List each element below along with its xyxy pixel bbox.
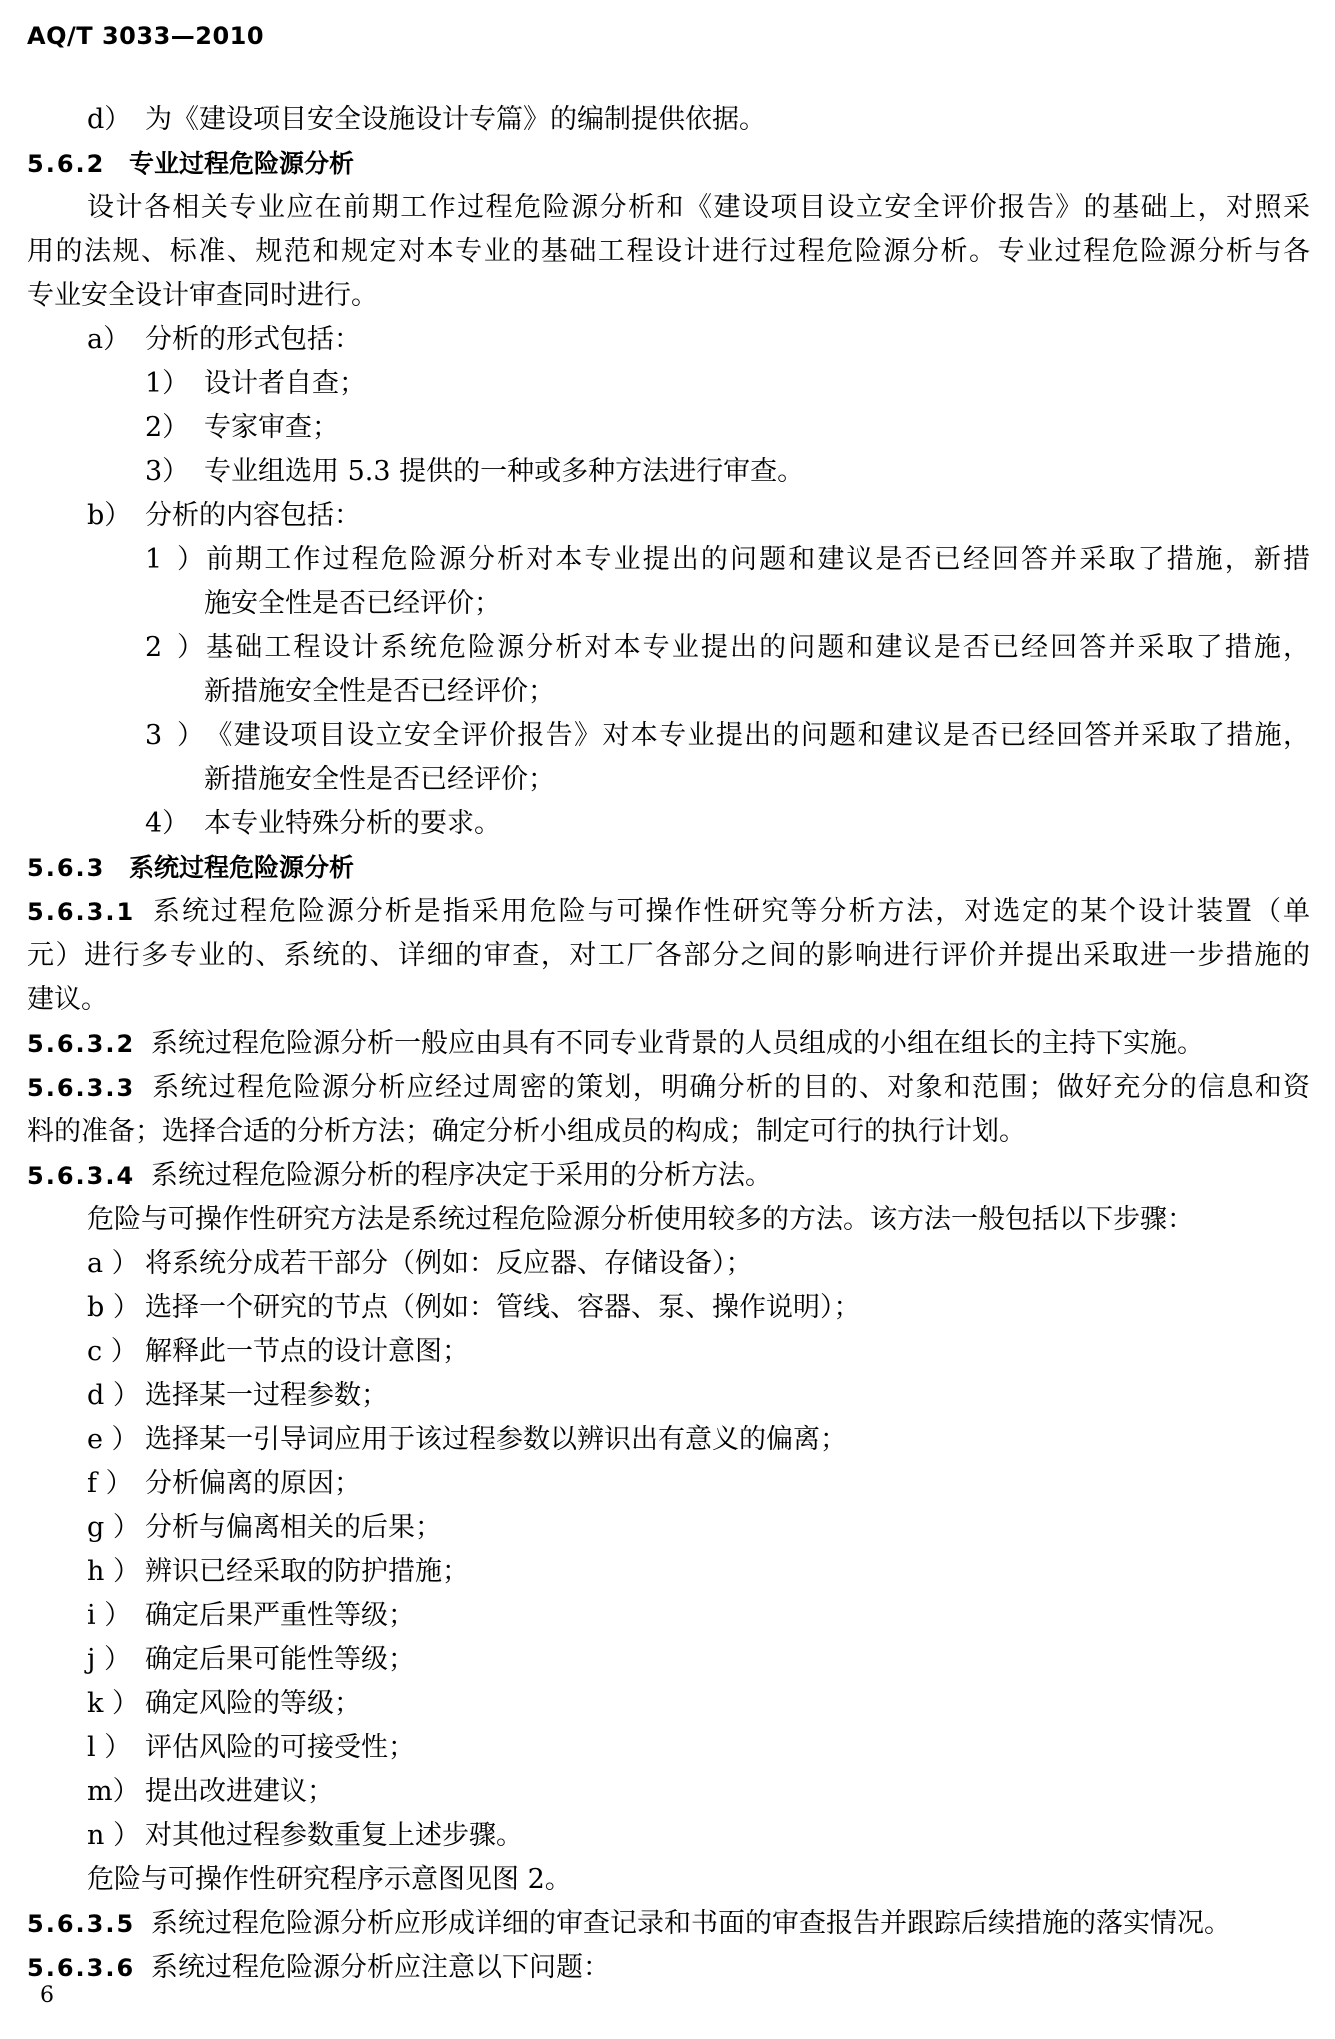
list-item xyxy=(27,1726,1310,1770)
line-text: 分析的形式包括： xyxy=(145,324,361,355)
line-text: 建议。 xyxy=(27,984,108,1015)
list-item xyxy=(27,318,1310,362)
line-text: 设计者自查； xyxy=(204,368,366,399)
section-number: 5.6.3 xyxy=(27,854,106,882)
line-text: 选择一个研究的节点（例如：管线、容器、泵、操作说明）； xyxy=(145,1292,861,1323)
section-title: 系统过程危险源分析应注意以下问题： xyxy=(151,1952,610,1983)
list-item xyxy=(27,1374,1310,1418)
list-item xyxy=(27,1814,1310,1858)
page-number: 6 xyxy=(40,1983,54,2008)
section-title: 系统过程危险源分析一般应由具有不同专业背景的人员组成的小组在组长的主持下实施。 xyxy=(151,1028,1204,1059)
line-text: 分析偏离的原因； xyxy=(145,1468,361,1499)
section-heading-line xyxy=(27,1946,1310,1990)
list-item xyxy=(27,1682,1310,1726)
section-heading-line xyxy=(27,1902,1310,1946)
list-marker: b ） xyxy=(87,1292,140,1323)
list-item xyxy=(27,98,1310,142)
line-text: 施安全性是否已经评价； xyxy=(204,588,501,619)
line-text: 前期工作过程危险源分析对本专业提出的问题和建议是否已经回答并采取了措施，新措 xyxy=(204,544,1310,575)
list-marker: 3） xyxy=(145,456,190,487)
section-number: 5.6.3.1 xyxy=(27,898,136,926)
list-marker: 1） xyxy=(145,368,190,399)
section-heading-line xyxy=(27,846,1310,890)
line-text: 危险与可操作性研究程序示意图见图 2。 xyxy=(87,1864,572,1895)
list-item xyxy=(27,1594,1310,1638)
section-heading-line xyxy=(27,1022,1310,1066)
paragraph-line xyxy=(27,274,1310,318)
line-text: 用的法规、标准、规范和规定对本专业的基础工程设计进行过程危险源分析。专业过程危险源分析与各 xyxy=(27,236,1310,267)
paragraph-line xyxy=(27,582,1310,626)
line-text: 基础工程设计系统危险源分析对本专业提出的问题和建议是否已经回答并采取了措施， xyxy=(204,632,1310,663)
list-marker: m） xyxy=(87,1776,140,1807)
paragraph-line xyxy=(27,670,1310,714)
section-number: 5.6.3.6 xyxy=(27,1954,136,1982)
paragraph-line xyxy=(27,934,1310,978)
list-marker: a） xyxy=(87,324,131,355)
line-text: 辨识已经采取的防护措施； xyxy=(145,1556,469,1587)
line-text: 解释此一节点的设计意图； xyxy=(145,1336,469,1367)
line-text: 专家审查； xyxy=(204,412,339,443)
line-text: 新措施安全性是否已经评价； xyxy=(204,676,555,707)
paragraph-line xyxy=(27,186,1310,230)
list-marker: g ） xyxy=(87,1512,140,1543)
list-marker: h ） xyxy=(87,1556,140,1587)
list-item xyxy=(27,1286,1310,1330)
line-text: 危险与可操作性研究方法是系统过程危险源分析使用较多的方法。该方法一般包括以下步骤： xyxy=(87,1204,1194,1235)
list-item xyxy=(27,1462,1310,1506)
line-text: 对其他过程参数重复上述步骤。 xyxy=(145,1820,523,1851)
section-number: 5.6.2 xyxy=(27,150,106,178)
list-item xyxy=(27,1418,1310,1462)
paragraph-line xyxy=(27,758,1310,802)
list-marker: 2） xyxy=(145,412,190,443)
section-heading-line xyxy=(27,1154,1310,1198)
line-text: 评估风险的可接受性； xyxy=(145,1732,415,1763)
line-text: 新措施安全性是否已经评价； xyxy=(204,764,555,795)
list-item xyxy=(27,406,1310,450)
section-title: 系统过程危险源分析应形成详细的审查记录和书面的审查报告并跟踪后续措施的落实情况。 xyxy=(151,1908,1231,1939)
line-text: 料的准备；选择合适的分析方法；确定分析小组成员的构成；制定可行的执行计划。 xyxy=(27,1116,1026,1147)
list-marker: i ） xyxy=(87,1600,132,1631)
list-marker: n ） xyxy=(87,1820,140,1851)
list-marker: 1） xyxy=(145,544,204,575)
paragraph-line xyxy=(27,1858,1310,1902)
section-number: 5.6.3.4 xyxy=(27,1162,136,1190)
list-item xyxy=(27,362,1310,406)
list-item xyxy=(27,494,1310,538)
list-marker: k ） xyxy=(87,1688,139,1719)
line-text: 分析与偏离相关的后果； xyxy=(145,1512,442,1543)
list-marker: 4） xyxy=(145,808,190,839)
section-heading-line xyxy=(27,890,1310,934)
list-item xyxy=(27,1770,1310,1814)
section-title: 专业过程危险源分析 xyxy=(129,149,355,178)
paragraph-line xyxy=(27,978,1310,1022)
list-marker: f ） xyxy=(87,1468,133,1499)
section-number: 5.6.3.3 xyxy=(27,1074,136,1102)
paragraph-line xyxy=(27,1110,1310,1154)
section-title: 系统过程危险源分析应经过周密的策划，明确分析的目的、对象和范围；做好充分的信息和资 xyxy=(151,1072,1310,1103)
section-title: 系统过程危险源分析的程序决定于采用的分析方法。 xyxy=(151,1160,772,1191)
line-text: 设计各相关专业应在前期工作过程危险源分析和《建设项目设立安全评价报告》的基础上，对照采 xyxy=(87,192,1310,223)
list-item xyxy=(27,1242,1310,1286)
list-item xyxy=(27,538,1310,582)
line-text: 确定后果可能性等级； xyxy=(145,1644,415,1675)
line-text: 确定风险的等级； xyxy=(145,1688,361,1719)
list-item xyxy=(27,626,1310,670)
list-item xyxy=(27,714,1310,758)
list-marker: 2） xyxy=(145,632,204,663)
line-text: 确定后果严重性等级； xyxy=(145,1600,415,1631)
section-title: 系统过程危险源分析是指采用危险与可操作性研究等分析方法，对选定的某个设计装置（单 xyxy=(151,896,1310,927)
standard-code-header: AQ/T 3033—2010 xyxy=(27,22,265,50)
list-marker: d） xyxy=(87,104,132,135)
line-text: 元）进行多专业的、系统的、详细的审查，对工厂各部分之间的影响进行评价并提出采取进一步措施的 xyxy=(27,940,1310,971)
line-text: 为《建设项目安全设施设计专篇》的编制提供依据。 xyxy=(145,104,766,135)
section-number: 5.6.3.5 xyxy=(27,1910,136,1938)
line-text: 选择某一过程参数； xyxy=(145,1380,388,1411)
line-text: 选择某一引导词应用于该过程参数以辨识出有意义的偏离； xyxy=(145,1424,847,1455)
list-marker: j ） xyxy=(87,1644,131,1675)
line-text: 分析的内容包括： xyxy=(145,500,361,531)
list-marker: d ） xyxy=(87,1380,140,1411)
list-item xyxy=(27,1638,1310,1682)
line-text: 本专业特殊分析的要求。 xyxy=(204,808,501,839)
list-marker: c ） xyxy=(87,1336,138,1367)
list-marker: a ） xyxy=(87,1248,139,1279)
section-heading-line xyxy=(27,1066,1310,1110)
document-body xyxy=(27,98,1310,1990)
list-marker: b） xyxy=(87,500,132,531)
line-text: 专业组选用 5.3 提供的一种或多种方法进行审查。 xyxy=(204,456,805,487)
list-item xyxy=(27,802,1310,846)
section-title: 系统过程危险源分析 xyxy=(129,853,355,882)
list-item xyxy=(27,1506,1310,1550)
line-text: 专业安全设计审查同时进行。 xyxy=(27,280,378,311)
list-item xyxy=(27,1330,1310,1374)
paragraph-line xyxy=(27,1198,1310,1242)
paragraph-line xyxy=(27,230,1310,274)
list-marker: 3） xyxy=(145,720,204,751)
line-text: 提出改进建议； xyxy=(145,1776,334,1807)
list-marker: l ） xyxy=(87,1732,132,1763)
section-heading-line xyxy=(27,142,1310,186)
section-number: 5.6.3.2 xyxy=(27,1030,136,1058)
list-item xyxy=(27,450,1310,494)
line-text: 《建设项目设立安全评价报告》对本专业提出的问题和建议是否已经回答并采取了措施， xyxy=(204,720,1310,751)
list-marker: e ） xyxy=(87,1424,139,1455)
list-item xyxy=(27,1550,1310,1594)
line-text: 将系统分成若干部分（例如：反应器、存储设备）； xyxy=(145,1248,753,1279)
